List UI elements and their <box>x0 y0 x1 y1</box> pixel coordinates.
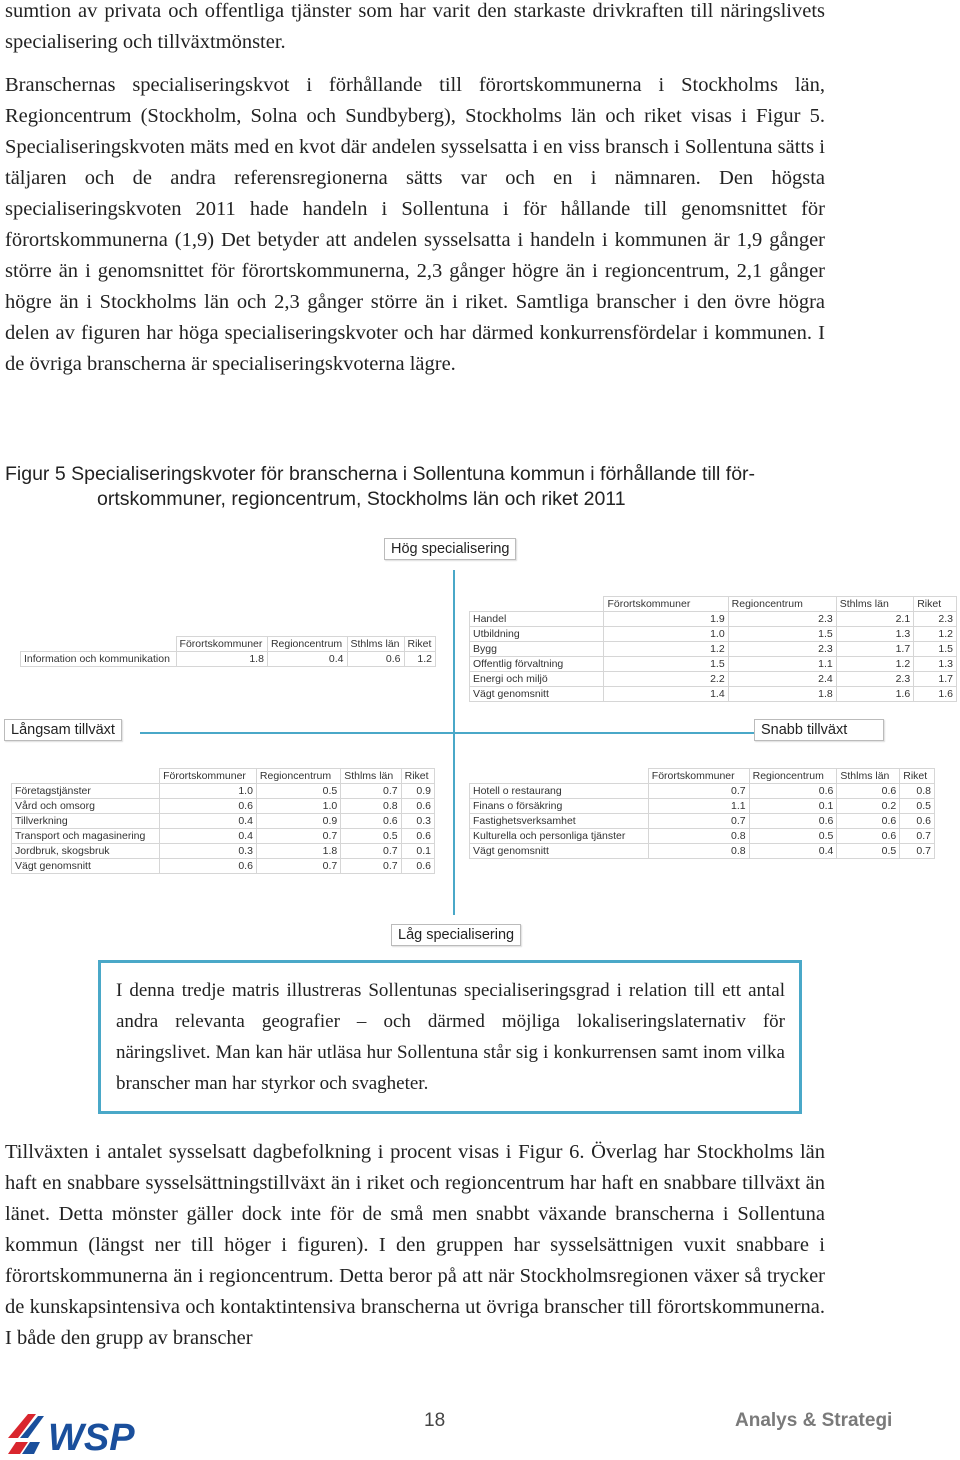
quotient-value: 2.3 <box>914 612 957 627</box>
table-header-row <box>12 769 435 784</box>
table-row <box>470 829 935 844</box>
quotient-value: 0.8 <box>648 829 749 844</box>
label-slow-growth: Långsam tillväxt <box>4 719 122 741</box>
table-row <box>470 657 957 672</box>
quotient-value: 0.1 <box>401 844 434 859</box>
quotient-value: 1.8 <box>728 687 836 702</box>
table-row <box>470 672 957 687</box>
quotient-value: 0.6 <box>749 784 837 799</box>
industry-name: Företagstjänster <box>12 784 160 799</box>
label-fast-growth: Snabb tillväxt <box>754 719 884 741</box>
quotient-value: 0.6 <box>749 814 837 829</box>
quotient-value: 0.4 <box>160 814 257 829</box>
quotient-value: 1.8 <box>176 652 267 667</box>
industry-name: Offentlig förvaltning <box>470 657 604 672</box>
table-low-fast <box>469 768 935 859</box>
column-header: Regioncentrum <box>267 637 347 652</box>
quotient-value: 2.3 <box>728 612 836 627</box>
table-row <box>470 642 957 657</box>
svg-text:WSP: WSP <box>48 1417 135 1456</box>
quotient-value: 1.1 <box>648 799 749 814</box>
industry-name: Energi och miljö <box>470 672 604 687</box>
column-header: Riket <box>401 769 434 784</box>
quotient-value: 1.1 <box>728 657 836 672</box>
quotient-value: 0.7 <box>648 784 749 799</box>
industry-name: Handel <box>470 612 604 627</box>
quotient-value: 2.3 <box>728 642 836 657</box>
industry-name: Fastighetsverksamhet <box>470 814 649 829</box>
quotient-value: 0.9 <box>401 784 434 799</box>
quotient-value: 0.6 <box>347 652 404 667</box>
quotient-value: 0.6 <box>401 859 434 874</box>
quotient-value: 0.2 <box>837 799 900 814</box>
industry-name: Information och kommunikation <box>21 652 177 667</box>
quotient-value: 0.4 <box>267 652 347 667</box>
quotient-value: 0.6 <box>900 814 935 829</box>
table-row <box>470 784 935 799</box>
quotient-value: 1.0 <box>604 627 728 642</box>
table-header-row <box>470 769 935 784</box>
quotient-value: 1.3 <box>914 657 957 672</box>
table-row <box>470 799 935 814</box>
quotient-value: 1.5 <box>604 657 728 672</box>
quotient-value: 0.5 <box>837 844 900 859</box>
column-header: Förortskommuner <box>176 637 267 652</box>
quotient-value: 0.6 <box>341 814 401 829</box>
quotient-value: 1.9 <box>604 612 728 627</box>
info-box <box>98 960 802 1114</box>
table-row <box>12 829 435 844</box>
column-header: Regioncentrum <box>749 769 837 784</box>
quotient-value: 1.6 <box>914 687 957 702</box>
table-row <box>470 687 957 702</box>
paragraph-specialisation: Branschernas specialiseringskvot i förhållande till förortskommunerna i Stockholms län, Regioncentrum (Stockholm, Solna och Sundbyberg), Stockholms län och riket visas i Figur 5. Specialiseringskvoten mäts med en kvot där andelen sysselsatta i en viss bransch i Sollentuna sätts i täljaren och de andra referensregionerna sätts var och en i nämnaren. Den högsta specialiseringskvoten 2011 hade handeln i Sollentuna i för hållande till genomsnittet för förortskommunerna (1,9) Det betyder att andelen sysselsatta i handeln i kommunen är 1,9 gånger större än i genomsnittet för förortskommunerna, 2,3 gånger högre än i regioncentrum, 2,1 gånger högre än i Stockholms län och 2,3 gånger större än i riket. Samtliga branscher i den övre högra delen av figuren har höga specialiseringskvoter och har därmed konkurrensfördelar i kommunen. I de övriga branscherna är specialiseringskvoterna lägre. <box>5 74 825 375</box>
wsp-logo <box>6 1408 152 1456</box>
table-high-slow <box>20 636 436 667</box>
table-corner <box>12 769 160 784</box>
table-row <box>12 859 435 874</box>
quotient-value: 1.5 <box>914 642 957 657</box>
table-header-row <box>470 597 957 612</box>
quotient-value: 1.2 <box>404 652 436 667</box>
quotient-value: 0.5 <box>256 784 340 799</box>
industry-name: Kulturella och personliga tjänster <box>470 829 649 844</box>
quotient-value: 0.3 <box>401 814 434 829</box>
paragraph-intro: sumtion av privata och offentliga tjänster som har varit den starkaste drivkraften till näringslivets specialisering och tillväxtmönster. <box>5 0 825 53</box>
horizontal-axis <box>140 732 757 734</box>
page-number: 18 <box>424 1410 446 1431</box>
table-row <box>12 844 435 859</box>
table-row <box>21 652 436 667</box>
quotient-value: 0.6 <box>837 814 900 829</box>
table-row <box>470 627 957 642</box>
industry-name: Jordbruk, skogsbruk <box>12 844 160 859</box>
quotient-value: 0.4 <box>160 829 257 844</box>
quotient-value: 0.7 <box>341 859 401 874</box>
table-row <box>470 844 935 859</box>
column-header: Sthlms län <box>347 637 404 652</box>
table-row <box>12 814 435 829</box>
column-header: Riket <box>404 637 436 652</box>
table-header-row <box>21 637 436 652</box>
table-high-fast <box>469 596 957 702</box>
industry-name: Vägt genomsnitt <box>470 844 649 859</box>
table-corner <box>470 769 649 784</box>
quotient-value: 0.8 <box>900 784 935 799</box>
vertical-axis <box>453 570 455 915</box>
quotient-value: 1.6 <box>836 687 913 702</box>
figure-caption <box>5 462 835 512</box>
quotient-value: 2.4 <box>728 672 836 687</box>
quotient-value: 0.7 <box>341 784 401 799</box>
quotient-value: 1.2 <box>914 627 957 642</box>
quotient-value: 1.7 <box>914 672 957 687</box>
quotient-value: 0.6 <box>837 829 900 844</box>
figure-caption-line1: Figur 5 Specialiseringskvoter för branscherna i Sollentuna kommun i förhållande till för- <box>5 463 756 485</box>
quotient-value: 1.4 <box>604 687 728 702</box>
industry-name: Vägt genomsnitt <box>470 687 604 702</box>
column-header: Förortskommuner <box>648 769 749 784</box>
table-row <box>470 612 957 627</box>
label-high-specialisation: Hög specialisering <box>384 538 516 560</box>
quotient-value: 0.6 <box>401 799 434 814</box>
table-row <box>470 814 935 829</box>
table-corner <box>21 637 177 652</box>
column-header: Sthlms län <box>836 597 913 612</box>
quotient-value: 2.1 <box>836 612 913 627</box>
column-header: Regioncentrum <box>728 597 836 612</box>
quotient-value: 0.8 <box>341 799 401 814</box>
quotient-value: 0.7 <box>256 859 340 874</box>
quotient-value: 0.7 <box>256 829 340 844</box>
quotient-value: 1.5 <box>728 627 836 642</box>
quotient-value: 1.2 <box>836 657 913 672</box>
quotient-value: 0.1 <box>749 799 837 814</box>
quotient-value: 0.5 <box>749 829 837 844</box>
footer-title: Analys & Strategi <box>735 1410 893 1431</box>
column-header: Sthlms län <box>341 769 401 784</box>
quotient-value: 1.0 <box>256 799 340 814</box>
quotient-value: 1.0 <box>160 784 257 799</box>
column-header: Förortskommuner <box>160 769 257 784</box>
quotient-value: 2.3 <box>836 672 913 687</box>
industry-name: Hotell o restaurang <box>470 784 649 799</box>
quotient-value: 0.7 <box>900 844 935 859</box>
column-header: Förortskommuner <box>604 597 728 612</box>
quotient-value: 0.6 <box>837 784 900 799</box>
quotient-value: 1.7 <box>836 642 913 657</box>
quotient-value: 1.2 <box>604 642 728 657</box>
column-header: Sthlms län <box>837 769 900 784</box>
industry-name: Bygg <box>470 642 604 657</box>
quotient-value: 1.3 <box>836 627 913 642</box>
industry-name: Vägt genomsnitt <box>12 859 160 874</box>
quotient-value: 0.7 <box>648 814 749 829</box>
quotient-value: 1.8 <box>256 844 340 859</box>
quotient-value: 0.5 <box>900 799 935 814</box>
quotient-value: 0.7 <box>900 829 935 844</box>
quotient-value: 0.8 <box>648 844 749 859</box>
quotient-value: 0.9 <box>256 814 340 829</box>
quotient-value: 0.5 <box>341 829 401 844</box>
table-low-slow <box>11 768 435 874</box>
industry-name: Transport och magasinering <box>12 829 160 844</box>
column-header: Riket <box>900 769 935 784</box>
column-header: Riket <box>914 597 957 612</box>
quotient-value: 0.6 <box>401 829 434 844</box>
table-corner <box>470 597 604 612</box>
label-low-specialisation: Låg specialisering <box>391 924 521 946</box>
quotient-value: 0.6 <box>160 859 257 874</box>
table-row <box>12 784 435 799</box>
quotient-value: 0.7 <box>341 844 401 859</box>
quotient-value: 0.4 <box>749 844 837 859</box>
table-row <box>12 799 435 814</box>
paragraph-growth: Tillväxten i antalet sysselsatt dagbefolkning i procent visas i Figur 6. Överlag har Stockholms län haft en snabbare sysselsättningstillväxt än i riket och regioncentrum har haft en snabbare tillväxt än länet. Detta mönster gäller dock inte för de små men snabbt växande branscherna i Sollentuna kommun (längst ner till höger i figuren). I den gruppen har sysselsättnigen vuxit snabbare i förortskommunerna än i regioncentrum. Detta beror på att när Stockholmsregionen växer så trycker de kunskapsintensiva och kontaktintensiva branscherna ut övriga branscher till förortskommunerna. I både den grupp av branscher <box>5 1141 825 1349</box>
industry-name: Tillverkning <box>12 814 160 829</box>
column-header: Regioncentrum <box>256 769 340 784</box>
industry-name: Utbildning <box>470 627 604 642</box>
industry-name: Vård och omsorg <box>12 799 160 814</box>
quotient-value: 2.2 <box>604 672 728 687</box>
info-box-text: I denna tredje matris illustreras Sollentunas specialiseringsgrad i relation till ett antal andra relevanta geografier – och därmed möjliga lokaliseringslaternativ för näringslivet. Man kan här utläsa hur Sollentuna står sig i konkurrensen samt inom vilka branscher man har styrkor och svagheter. <box>116 980 785 1094</box>
quotient-value: 0.6 <box>160 799 257 814</box>
industry-name: Finans o försäkring <box>470 799 649 814</box>
quotient-value: 0.3 <box>160 844 257 859</box>
figure-caption-line2: ortskommuner, regioncentrum, Stockholms län och riket 2011 <box>97 488 626 510</box>
